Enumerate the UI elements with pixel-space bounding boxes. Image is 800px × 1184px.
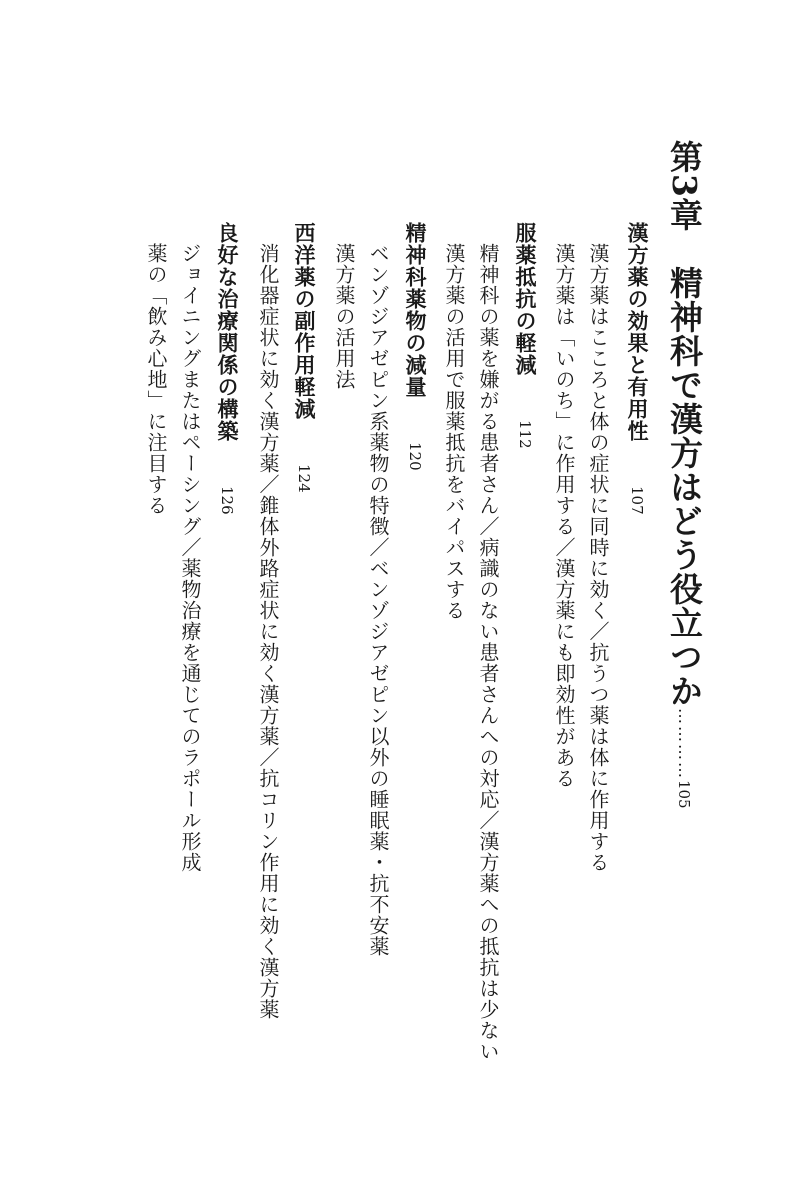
subtopic-text: 漢方薬の活用で服薬抵抗をバイパスする bbox=[442, 243, 466, 621]
subtopic-text: 薬の「飲み心地」に注目する bbox=[144, 243, 168, 516]
chapter-page-number[interactable]: 105 bbox=[675, 779, 693, 809]
subtopic-text: 漢方薬の活用法 bbox=[332, 243, 356, 390]
chapter-title: 第3章 精神科で漢方はどう役立つか bbox=[665, 140, 704, 708]
toc-subtopic-line bbox=[554, 243, 574, 789]
toc-section-heading[interactable] bbox=[217, 222, 238, 515]
section-page-number: 126 bbox=[218, 486, 236, 515]
toc-subtopic-line bbox=[478, 243, 498, 1062]
section-heading-text: 服薬抵抗の軽減 bbox=[513, 222, 538, 376]
section-page-number: 112 bbox=[516, 420, 534, 449]
subtopic-text: ベンゾジアゼピン系薬物の特徴／ベンゾジアゼピン以外の睡眠薬・抗不安薬 bbox=[366, 243, 390, 957]
chapter-title-column bbox=[665, 140, 704, 809]
toc-subtopic-line bbox=[258, 243, 278, 1020]
section-page-number: 120 bbox=[406, 442, 424, 471]
subtopic-text: 消化器症状に効く漢方薬／錐体外路症状に効く漢方薬／抗コリン作用に効く漢方薬 bbox=[256, 243, 280, 1020]
section-heading-text: 良好な治療関係の構築 bbox=[215, 222, 240, 442]
subtopic-text: 漢方薬は「いのち」に作用する／漢方薬にも即効性がある bbox=[552, 243, 576, 789]
toc-section-heading[interactable] bbox=[294, 222, 315, 493]
toc-subtopic-line bbox=[588, 243, 608, 873]
toc-subtopic-line bbox=[334, 243, 354, 390]
toc-subtopic-line bbox=[146, 243, 166, 516]
section-page-number: 124 bbox=[295, 464, 313, 493]
section-page-number: 107 bbox=[628, 486, 646, 515]
subtopic-text: 漢方薬はこころと体の症状に同時に効く／抗うつ薬は体に作用する bbox=[586, 243, 610, 873]
toc-section-heading[interactable] bbox=[515, 222, 536, 449]
toc-section-heading[interactable] bbox=[627, 222, 648, 515]
section-heading-text: 精神科薬物の減量 bbox=[403, 222, 428, 398]
toc-subtopic-line bbox=[444, 243, 464, 621]
subtopic-text: ジョイニングまたはペーシング／薬物治療を通じてのラポール形成 bbox=[178, 243, 202, 873]
toc-leader-dots: ………… bbox=[675, 707, 694, 780]
subtopic-text: 精神科の薬を嫌がる患者さん／病識のない患者さんへの対応／漢方薬への抵抗は少ない bbox=[476, 243, 500, 1062]
section-heading-text: 西洋薬の副作用軽減 bbox=[292, 222, 317, 420]
toc-section-heading[interactable] bbox=[405, 222, 426, 471]
toc-subtopic-line bbox=[180, 243, 200, 873]
section-heading-text: 漢方薬の効果と有用性 bbox=[625, 222, 650, 442]
toc-subtopic-line bbox=[368, 243, 388, 957]
